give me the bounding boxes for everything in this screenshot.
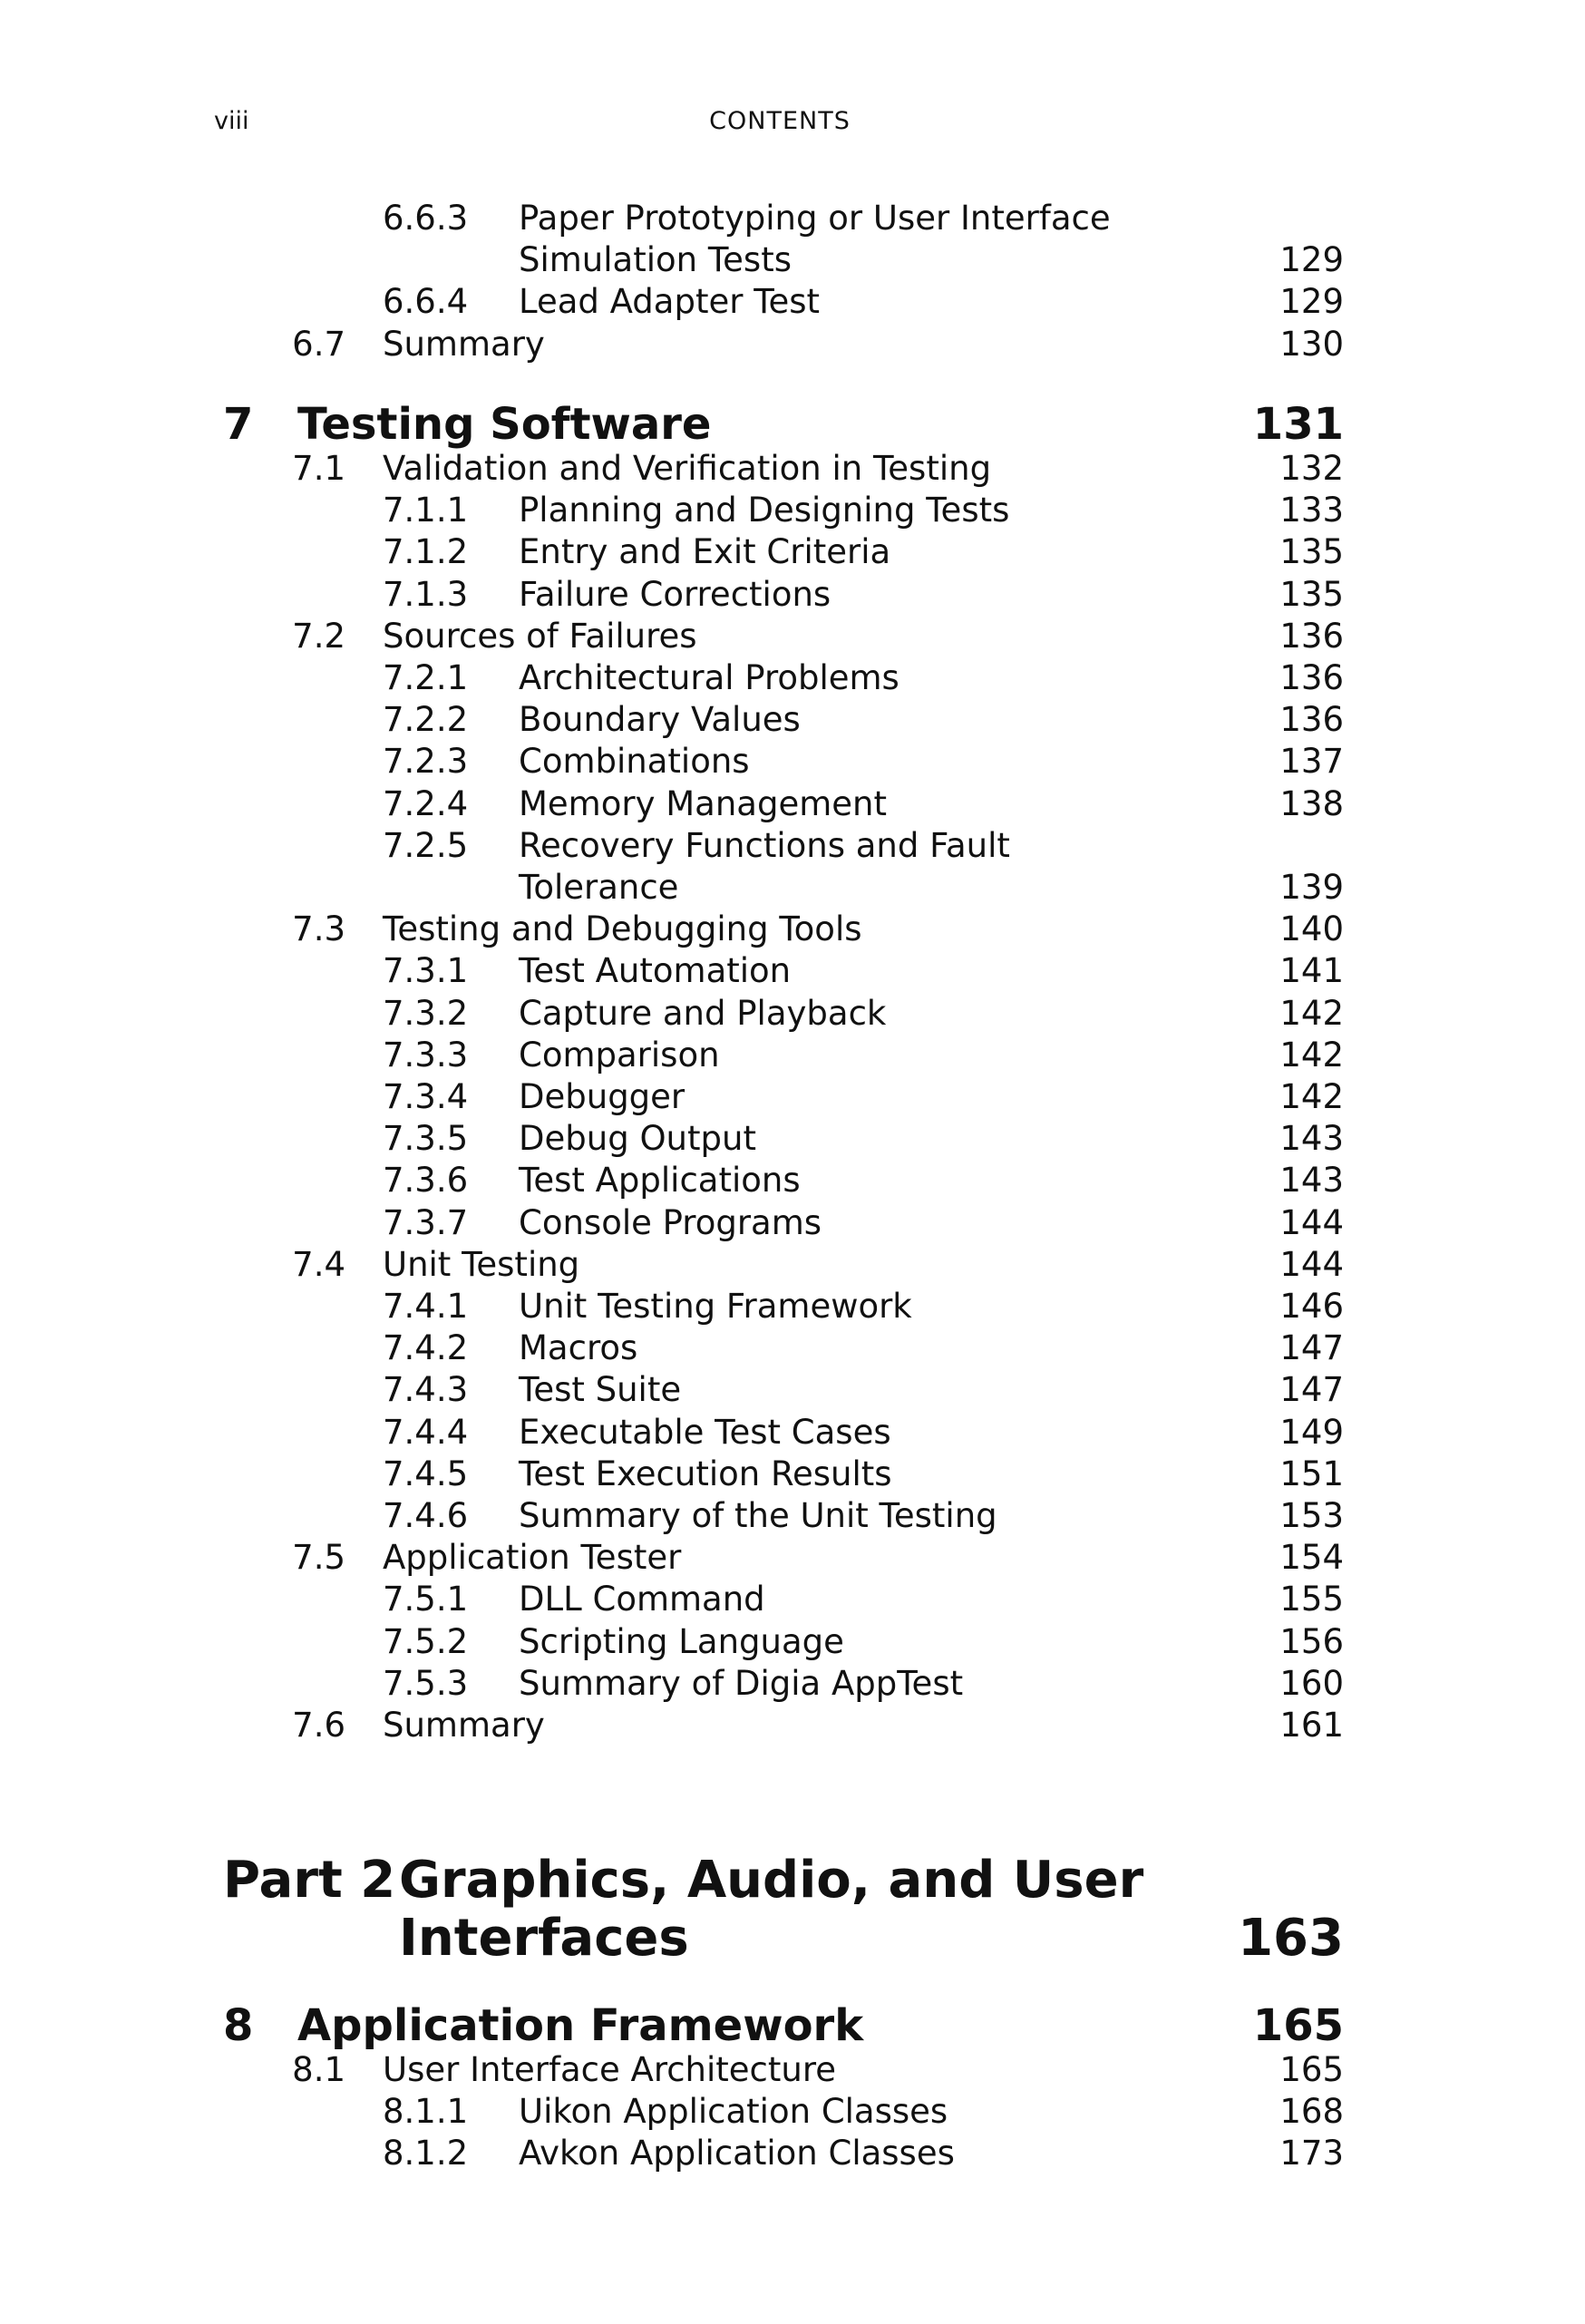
running-title: CONTENTS <box>709 107 851 135</box>
toc-entry-page: 136 <box>1279 700 1344 740</box>
toc-entry-page: 149 <box>1279 1412 1344 1452</box>
toc-entry-title: Summary of the Unit Testing <box>519 1496 997 1535</box>
toc-entry-number: 7.5.1 <box>383 1580 469 1619</box>
toc-entry-number: 7.2 <box>292 616 345 656</box>
toc-entry-number: 7.1.1 <box>383 491 469 530</box>
part-title-line2: Interfaces <box>399 1909 689 1968</box>
toc-entry-number: 7.4.5 <box>383 1454 469 1493</box>
toc-entry-number: 8.1.2 <box>383 2134 469 2173</box>
toc-subsection-entry <box>0 1369 1585 1411</box>
toc-entry-page: 136 <box>1279 616 1344 656</box>
toc-entry-title: Test Suite <box>519 1370 682 1410</box>
toc-section-entry <box>0 1705 1585 1746</box>
toc-entry-number: 6.7 <box>292 324 345 364</box>
toc-entry-number: 7.5 <box>292 1538 345 1578</box>
toc-subsection-entry <box>0 1327 1585 1369</box>
toc-subsection-entry <box>0 1579 1585 1620</box>
toc-entry-number: 7.2.4 <box>383 783 469 823</box>
toc-entry-title: Summary of Digia AppTest <box>519 1663 964 1703</box>
toc-entry-number: 7.3 <box>292 909 345 949</box>
toc-entry-page: 142 <box>1279 1035 1344 1074</box>
toc-entry-number: 7.4.1 <box>383 1287 469 1326</box>
toc-chapter-heading <box>0 1997 1585 2055</box>
toc-entry-title: Comparison <box>519 1035 720 1074</box>
toc-entry-number: 7.4.2 <box>383 1328 469 1368</box>
toc-entry-page: 143 <box>1279 1119 1344 1159</box>
part-label: Part 2 <box>223 1851 396 1910</box>
toc-entry-page: 168 <box>1279 2092 1344 2132</box>
toc-entry-title: Tolerance <box>519 868 679 907</box>
toc-subsection-entry <box>0 1160 1585 1201</box>
toc-entry-page: 144 <box>1279 1202 1344 1242</box>
toc-subsection-entry <box>0 950 1585 992</box>
part-page: 163 <box>1238 1909 1344 1968</box>
toc-entry-number: 7.2.1 <box>383 658 469 697</box>
toc-subsection-entry <box>0 531 1585 573</box>
chapter-title: Testing Software <box>297 399 712 450</box>
toc-entry-page: 139 <box>1279 868 1344 907</box>
toc-entry-title: Combinations <box>519 742 750 782</box>
toc-entry-page: 144 <box>1279 1244 1344 1284</box>
toc-entry-page: 155 <box>1279 1580 1344 1619</box>
toc-entry-number: 7.3.5 <box>383 1119 469 1159</box>
page-number: viii <box>214 107 249 135</box>
toc-entry-title: Avkon Application Classes <box>519 2134 955 2173</box>
part-title-line1: Graphics, Audio, and User <box>399 1851 1144 1910</box>
toc-entry-title: Debug Output <box>519 1119 756 1159</box>
toc-subsection-entry <box>0 993 1585 1035</box>
toc-subsection-entry <box>0 783 1585 825</box>
toc-section-entry <box>0 324 1585 365</box>
toc-subsection-entry <box>0 1202 1585 1244</box>
toc-part-heading <box>0 1852 1585 1971</box>
toc-entry-number: 7.5.3 <box>383 1663 469 1703</box>
toc-entry-page: 160 <box>1279 1663 1344 1703</box>
toc-subsection-entry <box>0 1035 1585 1076</box>
toc-entry-title: Validation and Verification in Testing <box>383 449 992 488</box>
toc-entry-page: 156 <box>1279 1621 1344 1661</box>
toc-entry-title: Executable Test Cases <box>519 1412 891 1452</box>
toc-entry-page: 154 <box>1279 1538 1344 1578</box>
toc-entry-page: 165 <box>1279 2050 1344 2089</box>
toc-entry-page: 136 <box>1279 658 1344 697</box>
toc-subsection-entry <box>0 825 1585 867</box>
toc-entry-number: 7.3.4 <box>383 1077 469 1116</box>
toc-entry-number: 7.2.3 <box>383 742 469 782</box>
toc-entry-number: 7.3.7 <box>383 1202 469 1242</box>
toc-entry-title: Debugger <box>519 1077 686 1116</box>
toc-entry-title: Unit Testing <box>383 1244 580 1284</box>
toc-chapter-heading <box>0 395 1585 453</box>
toc-subsection-entry <box>0 1454 1585 1495</box>
toc-subsection-entry <box>0 741 1585 783</box>
toc-entry-number: 7.2.5 <box>383 825 469 865</box>
toc-entry-title: Summary <box>383 324 545 364</box>
toc-entry-page: 140 <box>1279 909 1344 949</box>
toc-section-entry <box>0 616 1585 657</box>
toc-entry-page: 141 <box>1279 951 1344 991</box>
toc-entry-number: 7.3.2 <box>383 993 469 1033</box>
toc-subsection-entry <box>0 1621 1585 1663</box>
toc-entry-title: Entry and Exit Criteria <box>519 532 891 572</box>
toc-entry-page: 138 <box>1279 783 1344 823</box>
toc-entry-title: Unit Testing Framework <box>519 1287 912 1326</box>
toc-entry-title: DLL Command <box>519 1580 765 1619</box>
toc-subsection-entry <box>0 239 1585 281</box>
toc-entry-page: 135 <box>1279 574 1344 614</box>
toc-entry-title: Application Tester <box>383 1538 682 1578</box>
toc-section-entry <box>0 1537 1585 1579</box>
toc-entry-title: Test Applications <box>519 1161 801 1201</box>
toc-entry-title: Paper Prototyping or User Interface <box>519 199 1111 238</box>
toc-entry-page: 147 <box>1279 1328 1344 1368</box>
toc-entry-number: 7.2.2 <box>383 700 469 740</box>
toc-entry-title: Uikon Application Classes <box>519 2092 948 2132</box>
chapter-page: 131 <box>1252 399 1344 450</box>
toc-subsection-entry <box>0 1118 1585 1160</box>
toc-subsection-entry <box>0 574 1585 616</box>
chapter-page: 165 <box>1252 2000 1344 2051</box>
toc-section-entry <box>0 2049 1585 2091</box>
toc-entry-number: 7.1.2 <box>383 532 469 572</box>
toc-entry-number: 6.6.3 <box>383 199 469 238</box>
toc-subsection-entry <box>0 490 1585 531</box>
toc-entry-number: 7.4.3 <box>383 1370 469 1410</box>
toc-entry-title: Sources of Failures <box>383 616 697 656</box>
toc-entry-page: 129 <box>1279 282 1344 322</box>
toc-subsection-entry <box>0 1286 1585 1327</box>
toc-entry-page: 146 <box>1279 1287 1344 1326</box>
toc-subsection-entry <box>0 2133 1585 2174</box>
toc-entry-title: Capture and Playback <box>519 993 887 1033</box>
toc-entry-title: Lead Adapter Test <box>519 282 821 322</box>
toc-subsection-entry <box>0 198 1585 239</box>
toc-entry-page: 129 <box>1279 240 1344 280</box>
toc-entry-number: 7.3.1 <box>383 951 469 991</box>
chapter-number: 7 <box>223 399 254 450</box>
toc-section-entry <box>0 448 1585 490</box>
toc-entry-page: 137 <box>1279 742 1344 782</box>
toc-entry-number: 7.1 <box>292 449 345 488</box>
chapter-number: 8 <box>223 2000 254 2051</box>
toc-entry-page: 147 <box>1279 1370 1344 1410</box>
toc-subsection-entry <box>0 1495 1585 1537</box>
toc-subsection-entry <box>0 281 1585 323</box>
toc-entry-title: Test Automation <box>519 951 792 991</box>
toc-section-entry <box>0 909 1585 950</box>
toc-section-entry <box>0 1244 1585 1286</box>
toc-entry-title: Testing and Debugging Tools <box>383 909 862 949</box>
toc-entry-page: 161 <box>1279 1706 1344 1745</box>
toc-entry-number: 7.3.6 <box>383 1161 469 1201</box>
toc-entry-page: 132 <box>1279 449 1344 488</box>
toc-entry-title: Scripting Language <box>519 1621 844 1661</box>
toc-subsection-entry <box>0 699 1585 741</box>
toc-entry-page: 142 <box>1279 993 1344 1033</box>
toc-entry-title: Boundary Values <box>519 700 801 740</box>
toc-entry-title: Summary <box>383 1706 545 1745</box>
toc-subsection-entry <box>0 1663 1585 1705</box>
toc-entry-number: 6.6.4 <box>383 282 469 322</box>
toc-entry-number: 7.5.2 <box>383 1621 469 1661</box>
toc-entry-number: 7.3.3 <box>383 1035 469 1074</box>
toc-entry-title: Architectural Problems <box>519 658 899 697</box>
toc-entry-number: 8.1 <box>292 2050 345 2089</box>
toc-entry-number: 7.4.6 <box>383 1496 469 1535</box>
toc-entry-page: 173 <box>1279 2134 1344 2173</box>
toc-entry-number: 8.1.1 <box>383 2092 469 2132</box>
toc-entry-title: Recovery Functions and Fault <box>519 825 1010 865</box>
chapter-title: Application Framework <box>297 2000 864 2051</box>
toc-entry-page: 133 <box>1279 491 1344 530</box>
toc-entry-number: 7.4.4 <box>383 1412 469 1452</box>
toc-entry-page: 151 <box>1279 1454 1344 1493</box>
toc-entry-page: 142 <box>1279 1077 1344 1116</box>
toc-subsection-entry <box>0 1412 1585 1454</box>
toc-entry-number: 7.6 <box>292 1706 345 1745</box>
toc-entry-page: 130 <box>1279 324 1344 364</box>
toc-entry-title: Failure Corrections <box>519 574 831 614</box>
toc-entry-number: 7.4 <box>292 1244 345 1284</box>
toc-subsection-entry <box>0 1076 1585 1118</box>
toc-entry-title: Planning and Designing Tests <box>519 491 1010 530</box>
toc-entry-title: User Interface Architecture <box>383 2050 837 2089</box>
toc-entry-title: Console Programs <box>519 1202 822 1242</box>
toc-entry-title: Simulation Tests <box>519 240 792 280</box>
toc-entry-title: Memory Management <box>519 783 887 823</box>
toc-entry-page: 135 <box>1279 532 1344 572</box>
toc-entry-title: Test Execution Results <box>519 1454 892 1493</box>
toc-entry-page: 143 <box>1279 1161 1344 1201</box>
toc-subsection-entry <box>0 657 1585 699</box>
toc-entry-page: 153 <box>1279 1496 1344 1535</box>
toc-subsection-entry <box>0 2091 1585 2133</box>
toc-entry-number: 7.1.3 <box>383 574 469 614</box>
toc-entry-title: Macros <box>519 1328 638 1368</box>
toc-subsection-entry <box>0 867 1585 909</box>
